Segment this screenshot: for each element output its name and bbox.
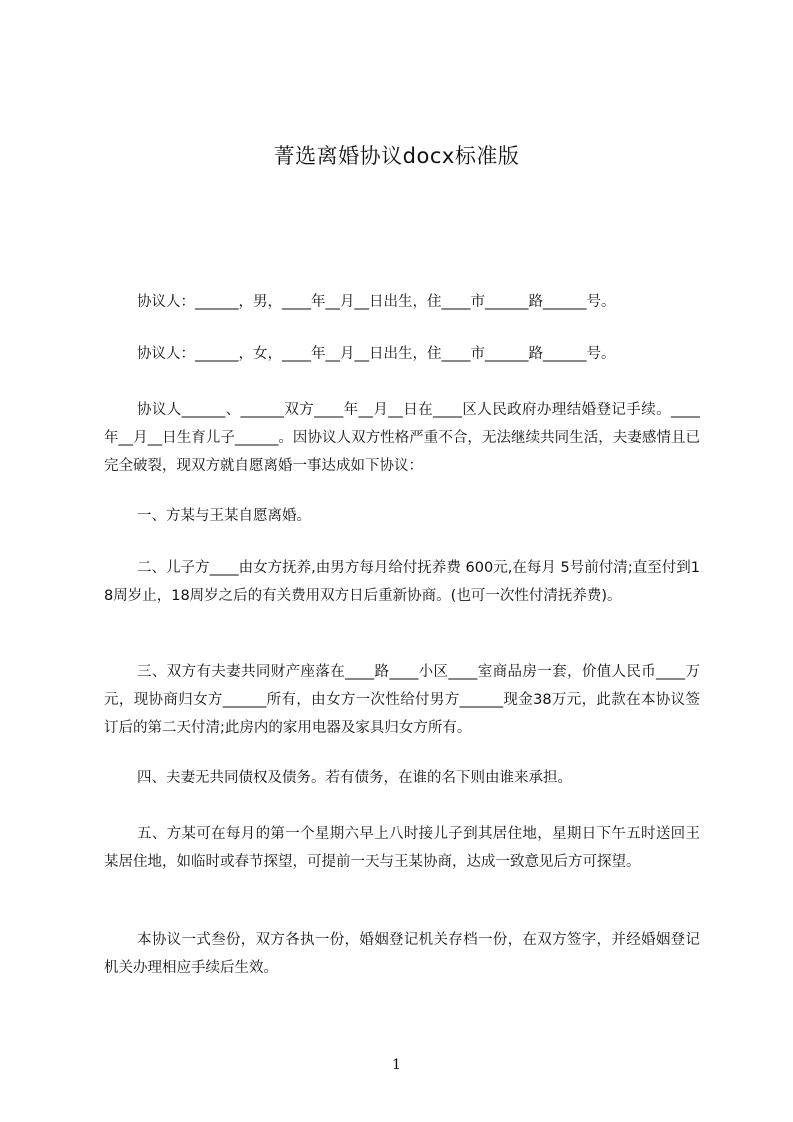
party-female-paragraph: 协议人：______，女，____年__月__日出生，住____市______路______号。: [137, 346, 616, 362]
marriage-background-paragraph: 协议人______、______双方____年__月__日在____区人民政府办理结婚登记手续。____年__月__日生育儿子______。因协议人双方性格严重不合，无法继续共同生活，夫妻感情且已完全破裂，现双方就自愿离婚一事达成如下协议：: [104, 402, 700, 474]
effectiveness-paragraph: 本协议一式叁份，双方各执一份，婚姻登记机关存档一份，在双方签字，并经婚姻登记机关办理相应手续后生效。: [104, 932, 700, 976]
clause-2-child-support-paragraph: 二、儿子方____由女方抚养,由男方每月给付抚养费 600元,在每月 5号前付清;直至付到18周岁止，18周岁之后的有关费用双方日后重新协商。(也可一次性付清抚养费)。: [104, 560, 700, 604]
party-male-paragraph: 协议人：______，男，____年__月__日出生，住____市______路______号。: [137, 294, 616, 310]
clause-4-debt-paragraph: 四、夫妻无共同债权及债务。若有债务，在谁的名下则由谁来承担。: [137, 770, 572, 786]
document-title: 菁选离婚协议docx标准版: [273, 144, 520, 168]
clause-5-visitation-paragraph: 五、方某可在每月的第一个星期六早上八时接儿子到其居住地，星期日下午五时送回王某居住地，如临时或春节探望，可提前一天与王某协商，达成一致意见后方可探望。: [104, 826, 700, 870]
clause-1-paragraph: 一、方某与王某自愿离婚。: [137, 508, 311, 524]
page-number: 1: [392, 1057, 401, 1073]
clause-3-property-paragraph: 三、双方有夫妻共同财产座落在____路____小区____室商品房一套，价值人民币____万元，现协商归女方______所有，由女方一次性给付男方______现金38万元，此款在本协议签订后的第二天付清;此房内的家用电器及家具归女方所有。: [104, 664, 700, 736]
